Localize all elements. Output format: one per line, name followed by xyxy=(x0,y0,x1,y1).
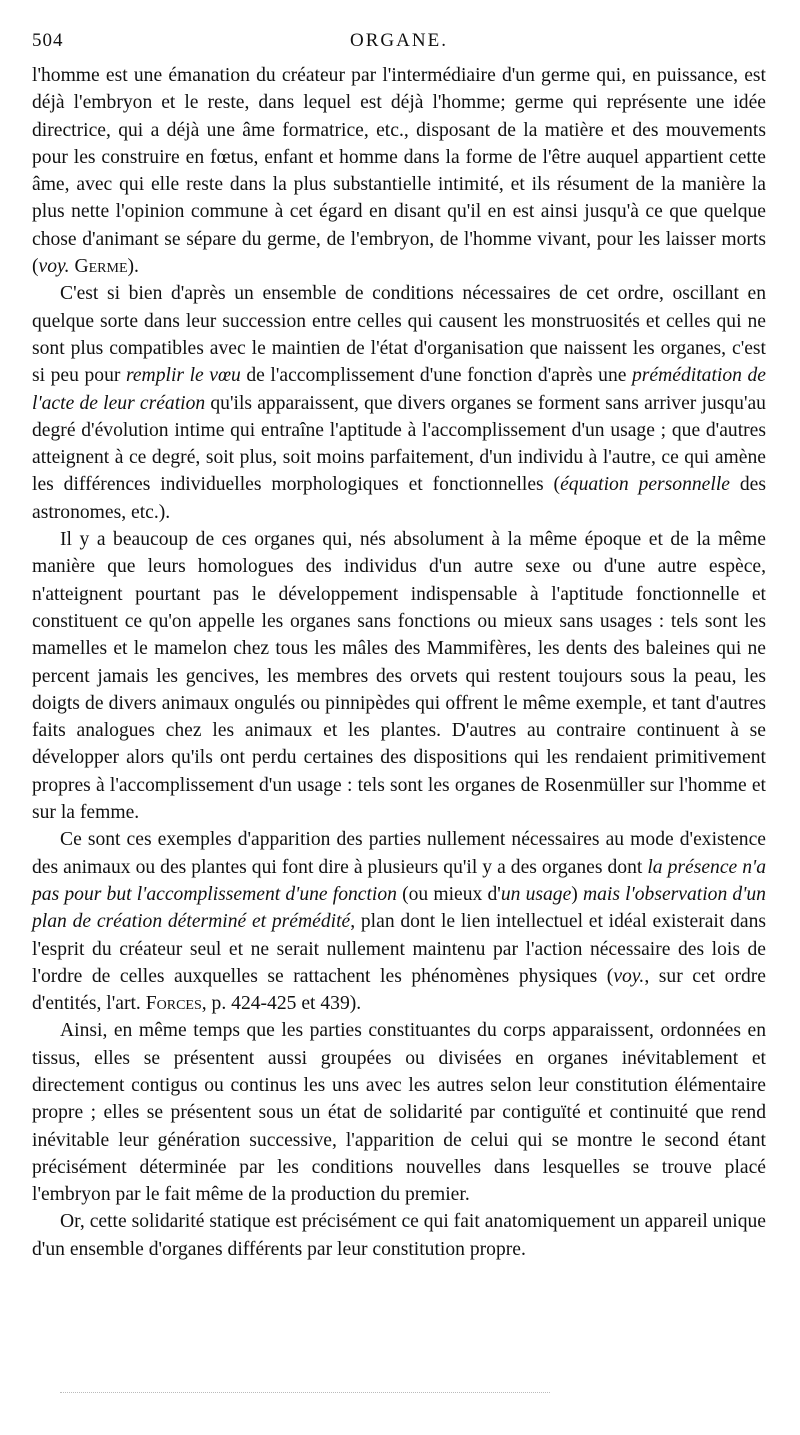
paragraph-4-text: , plan dont le lien intellectuel et idéal existerait dans l'esprit du créateur seul et ne serait nullement maintenu par l'action nécessaire des lois de l'ordre de celles auxquelles se rattachent les phénomènes physiques ( xyxy=(32,911,766,987)
paragraph-2-text: de l'accomplissement d'une fonction d'après une xyxy=(240,365,632,387)
see-reference: voy. xyxy=(38,256,70,278)
italic-phrase: mais l'observation d'un plan de création déterminé et prémédité xyxy=(32,883,766,933)
paragraph-2-text: C'est si bien d'après un ensemble de conditions nécessaires de cet ordre, oscillant en quelque sorte dans leur succession entre celles qui causent les monstruosités et celles qui ne sont plus compatibles avec le maintien de l'état d'organisation que naissent les organes, c'est si peu pour xyxy=(32,283,766,387)
paragraph-1 xyxy=(32,62,766,280)
paragraph-4-end: , p. 424-425 et 439). xyxy=(201,993,362,1015)
cross-reference-forces: Forces xyxy=(145,993,202,1015)
running-title: ORGANE. xyxy=(350,30,448,51)
paragraph-1-text: l'homme est une émanation du créateur par l'intermédiaire d'un germe qui, en puissance, est déjà l'embryon et le reste, dans lequel est déjà l'homme; germe qui représente une idée directrice, qui a déjà une âme formatrice, etc., disposant de la matière et des mouvements pour les construire en fœtus, enfant et homme dans la forme de l'être auquel appartient cette âme, avec qui elle reste dans la plus substantielle intimité, et ils résument de la manière la plus nette l'opinion commune à cet égard en disant qu'il en est ainsi jusqu'à ce que quelque chose d'animant se sépare du germe, de l'embryon, de l'homme vivant, pour les laisser morts ( xyxy=(32,65,766,278)
page-header xyxy=(32,30,766,62)
see-reference: voy. xyxy=(613,965,645,987)
body-text xyxy=(32,62,766,1263)
paragraph-5: Ainsi, en même temps que les parties constituantes du corps apparaissent, ordonnées en tissus, elles se présentent aussi groupées ou divisées en organes inévitablement et directement contigus ou continus les uns avec les autres selon leur constitution élémentaire propre ; elles se présentent sous un état de solidarité par contiguïté et continuité que rend inévitable leur génération successive, l'apparition de celui qui se montre le second étant précisément déterminée par les conditions nouvelles dans lesquelles se trouve placé l'embryon par le fait même de la production du premier. xyxy=(32,1020,766,1206)
paragraph-3: Il y a beaucoup de ces organes qui, nés absolument à la même époque et de la même manière que leurs homologues des individus d'un autre sexe ou d'une autre espèce, n'atteignent pourtant pas le développement indispensable à l'aptitude fonctionnelle et constituent ce qu'on appelle les organes sans fonctions ou mieux sans usages : tels sont les mamelles et le mamelon chez tous les mâles des Mammifères, les dents des baleines qui ne percent jamais les gencives, les membres des orvets qui restent toujours sous la peau, les doigts de divers animaux ongulés ou pinnipèdes qui offrent le même exemple, et tant d'autres faits analogues chez les animaux et les plantes. D'autres au contraire continuent à se développer alors qu'ils ont perdu certaines des dispositions qui les rendaient primitivement propres à l'accomplissement d'un usage : tels sont les organes de Rosenmüller sur l'homme et sur la femme. xyxy=(32,529,766,824)
page-number: 504 xyxy=(32,30,64,51)
paragraph-4-text: , sur cet ordre d'entités, l'art. xyxy=(32,965,766,1015)
italic-phrase: équation personnelle xyxy=(560,474,730,496)
paragraph-4-text: Ce sont ces exemples d'apparition des parties nullement nécessaires au mode d'existence des animaux ou des plantes qui font dire à plusieurs qu'il y a des organes dont xyxy=(32,829,766,878)
paragraph-2 xyxy=(32,280,766,526)
paragraph-4 xyxy=(32,826,766,1017)
italic-phrase: préméditation de l'acte de leur création xyxy=(32,365,766,414)
paragraph-1-end: ). xyxy=(127,256,139,278)
paragraph-6: Or, cette solidarité statique est précisément ce qui fait anatomiquement un appareil unique d'un ensemble d'organes différents par leur constitution propre. xyxy=(32,1211,766,1260)
cross-reference-germe: Germe xyxy=(74,256,128,278)
paragraph-4-text: (ou mieux d' xyxy=(396,883,501,905)
italic-phrase: un usage xyxy=(500,883,572,905)
page-bottom-rule xyxy=(60,1392,550,1393)
italic-phrase: remplir le vœu xyxy=(125,365,241,387)
italic-phrase: la présence n'a pas pour but l'accomplissement d'une fonction xyxy=(32,856,766,905)
paragraph-2-end: des astronomes, etc.). xyxy=(32,474,766,523)
paragraph-2-text: qu'ils apparaissent, que divers organes se forment sans arriver jusqu'au degré d'évolution intime qui entraîne l'aptitude à l'accomplissement d'un usage ; que d'autres atteignent à ce degré, soit plus, soit moins parfaitement, d'un individu à l'autre, ce qui amène les différences individuelles morphologiques et fonctionnelles ( xyxy=(32,392,766,496)
paragraph-4-text: ) xyxy=(571,883,583,905)
